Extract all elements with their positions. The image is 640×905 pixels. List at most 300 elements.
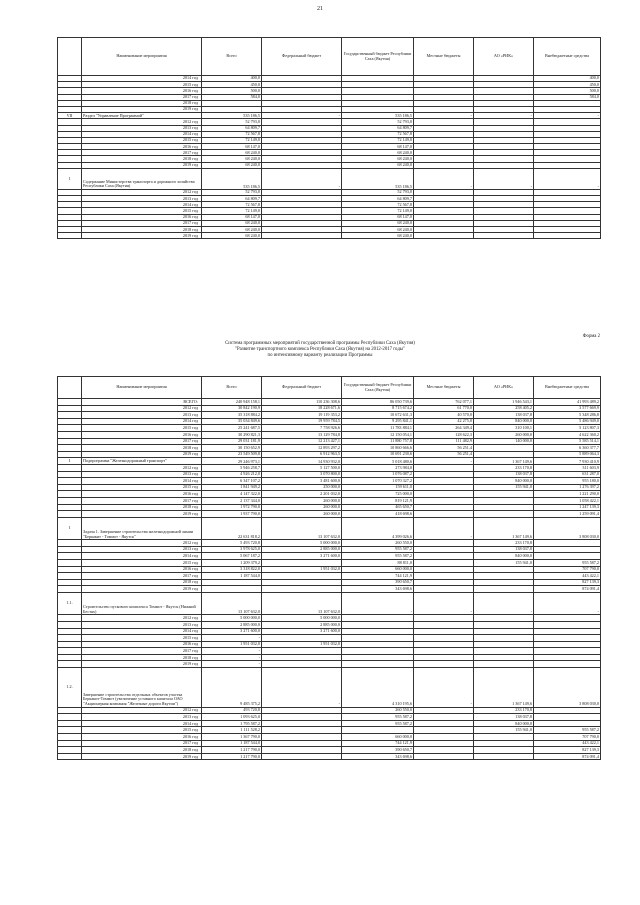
cell-value: 955 587,2 <box>342 720 414 727</box>
row-label: 2017 год <box>82 438 202 445</box>
row-label: 2018 год <box>82 654 202 661</box>
row-label: 2017 год <box>82 740 202 747</box>
row-number <box>58 546 82 553</box>
row-label: Раздел "Управление Программой" <box>82 113 202 119</box>
cell-value <box>414 720 474 727</box>
cell-value: 155 941,0 <box>474 559 534 566</box>
cell-value <box>414 233 474 239</box>
table-row <box>58 464 601 471</box>
cell-value: 11 783 884,1 <box>342 425 414 432</box>
table-row <box>58 497 601 504</box>
cell-value: 68 240,0 <box>342 233 414 239</box>
row-label: 2016 год <box>82 491 202 498</box>
row-label: 2016 год <box>82 641 202 648</box>
cell-value: 10 691 230,6 <box>342 451 414 458</box>
cell-value <box>342 727 414 734</box>
cell-value: 5 000 000,0 <box>262 615 342 622</box>
cell-value: 660 000,0 <box>342 566 414 573</box>
cell-value: 233 170,8 <box>474 540 534 547</box>
cell-value <box>534 635 601 642</box>
cell-value: 1 367 790,0 <box>202 734 262 741</box>
row-number <box>58 405 82 412</box>
row-number <box>58 471 82 478</box>
cell-value: 30 842 190,9 <box>202 405 262 412</box>
cell-value: 10 672 631,3 <box>342 412 414 419</box>
cell-value <box>414 615 474 622</box>
table-row <box>58 648 601 655</box>
table-row <box>58 484 601 491</box>
cell-value <box>202 579 262 586</box>
cell-value: 9 485 375,2 <box>202 668 262 708</box>
row-label: 2015 год <box>82 425 202 432</box>
table-row <box>58 621 601 628</box>
table-row <box>58 740 601 747</box>
cell-value: 240 948 158,1 <box>202 399 262 406</box>
row-label: 2018 год <box>82 156 202 162</box>
row-label: 2017 год <box>82 573 202 580</box>
cell-value <box>474 586 534 593</box>
row-label: 2019 год <box>82 511 202 518</box>
table-row <box>58 471 601 478</box>
cell-value: 1 795 587,2 <box>202 720 262 727</box>
cell-value: 819 121,9 <box>342 497 414 504</box>
row-number <box>58 478 82 485</box>
table-row <box>58 714 601 721</box>
column-header: Наименование мероприятия <box>82 38 202 76</box>
cell-value <box>414 707 474 714</box>
row-number <box>58 720 82 727</box>
table-row <box>58 546 601 553</box>
cell-value: 1 111 528,2 <box>202 727 262 734</box>
cell-value: 1 058 422,1 <box>534 497 601 504</box>
cell-value <box>534 641 601 648</box>
cell-value <box>262 579 342 586</box>
cell-value: 260 000,0 <box>474 431 534 438</box>
cell-value: 955 587,2 <box>342 714 414 721</box>
cell-value: - <box>534 113 601 119</box>
cell-value: 11 880 757,8 <box>342 438 414 445</box>
cell-value: 260 550,0 <box>342 707 414 714</box>
cell-value <box>414 648 474 655</box>
cell-value: 12 150 054,1 <box>342 431 414 438</box>
cell-value: 707 790,0 <box>534 566 601 573</box>
cell-value <box>534 615 601 622</box>
table-row <box>58 573 601 580</box>
cell-value <box>414 464 474 471</box>
table-row <box>58 511 601 518</box>
cell-value <box>262 714 342 721</box>
cell-value: 3 070 800,0 <box>262 471 342 478</box>
cell-value: 13 107 632,0 <box>262 592 342 614</box>
cell-value: 1 951 032,0 <box>262 641 342 648</box>
cell-value: 40 570,0 <box>414 412 474 419</box>
cell-value: - <box>474 113 534 119</box>
cell-value: 52 793,0 <box>202 119 262 125</box>
cell-value: 1 076 087,2 <box>342 471 414 478</box>
cell-value: 1 937 790,0 <box>202 511 262 518</box>
cell-value: 874 091,4 <box>534 586 601 593</box>
row-label: 2014 год <box>82 720 202 727</box>
cell-value: - <box>534 168 601 189</box>
table-row <box>58 553 601 560</box>
table-row <box>58 451 601 458</box>
cell-value <box>414 497 474 504</box>
cell-value: - <box>474 592 534 614</box>
row-label: 2017 год <box>82 220 202 226</box>
row-number <box>58 573 82 580</box>
row-label: 2013 год <box>82 471 202 478</box>
table-row <box>58 628 601 635</box>
row-number <box>58 484 82 491</box>
row-label: 2018 год <box>82 445 202 452</box>
cell-value: 744 121,9 <box>342 573 414 580</box>
cell-value <box>342 661 414 668</box>
row-label: 2014 год <box>82 418 202 425</box>
cell-value <box>474 451 534 458</box>
cell-value <box>474 566 534 573</box>
cell-value: 4 926 212,0 <box>202 471 262 478</box>
cell-value <box>262 233 342 239</box>
cell-value <box>262 661 342 668</box>
cell-value: 13 107 632,0 <box>262 517 342 539</box>
row-label: 2013 год <box>82 196 202 202</box>
cell-value <box>414 621 474 628</box>
table-row <box>58 168 601 189</box>
cell-value <box>262 734 342 741</box>
cell-value: 443 422,1 <box>534 740 601 747</box>
row-label: 2016 год <box>82 144 202 150</box>
cell-value: 955 587,2 <box>342 546 414 553</box>
table-row <box>58 586 601 593</box>
cell-value: 2 201 032,0 <box>262 491 342 498</box>
cell-value <box>414 511 474 518</box>
cell-value: 61 770,0 <box>414 405 474 412</box>
cell-value: 493 720,8 <box>202 707 262 714</box>
cell-value: 955 587,2 <box>534 727 601 734</box>
cell-value: 42 275,0 <box>414 418 474 425</box>
row-label: 2019 год <box>82 753 202 760</box>
cell-value: 1 367 149,6 <box>474 668 534 708</box>
cell-value <box>414 753 474 760</box>
cell-value: 450,0 <box>534 82 601 88</box>
cell-value: - <box>342 592 414 614</box>
row-number <box>58 540 82 547</box>
cell-value <box>262 586 342 593</box>
cell-value: 1 209 379,2 <box>202 559 262 566</box>
cell-value: 12 893 297,2 <box>262 445 342 452</box>
row-number <box>58 654 82 661</box>
row-label: 2017 год <box>82 150 202 156</box>
cell-value <box>474 491 534 498</box>
row-number <box>58 753 82 760</box>
column-header: Государственный бюджет Республики Саха (Якутия) <box>342 377 414 399</box>
cell-value: 64 809,7 <box>342 125 414 131</box>
table-upper-header <box>58 38 601 76</box>
cell-value: 4 622 360,2 <box>534 431 601 438</box>
cell-value: 68 240,0 <box>202 162 262 168</box>
cell-value <box>474 747 534 754</box>
row-label: 2012 год <box>82 119 202 125</box>
cell-value: 8 715 674,2 <box>342 405 414 412</box>
title-line-2: "Развитие транспортного комплекса Республики Саха (Якутия) на 2012-2017 годы" <box>235 346 405 352</box>
cell-value: 68 240,0 <box>342 227 414 233</box>
cell-value <box>262 707 342 714</box>
cell-value: - <box>202 661 262 668</box>
cell-value: 874 091,4 <box>534 753 601 760</box>
row-label: 2018 год <box>82 504 202 511</box>
table-row <box>58 654 601 661</box>
cell-value: 29 031 181,9 <box>202 438 262 445</box>
cell-value <box>534 714 601 721</box>
cell-value: 13 107 632,0 <box>202 592 262 614</box>
cell-value: 260 000,0 <box>262 497 342 504</box>
cell-value: 535 186,5 <box>202 168 262 189</box>
cell-value: 64 809,7 <box>342 196 414 202</box>
row-label: 2015 год <box>82 137 202 143</box>
cell-value: 68 240,0 <box>202 156 262 162</box>
cell-value <box>474 497 534 504</box>
row-number <box>58 464 82 471</box>
cell-value: 138 037,8 <box>474 471 534 478</box>
cell-value: - <box>202 648 262 655</box>
cell-value: - <box>262 113 342 119</box>
row-label: 2014 год <box>82 628 202 635</box>
row-label: 2013 год <box>82 714 202 721</box>
row-label: 2014 год <box>82 202 202 208</box>
row-label: 2015 год <box>82 635 202 642</box>
cell-value <box>414 740 474 747</box>
page-number: 21 <box>317 6 323 12</box>
cell-value: 1 217 790,0 <box>202 747 262 754</box>
cell-value: 86 050 739,6 <box>342 399 414 406</box>
row-label: 2013 год <box>82 621 202 628</box>
cell-value: 30 150 652,9 <box>202 445 262 452</box>
cell-value: 159 611,0 <box>342 484 414 491</box>
cell-value: 9 295 841,1 <box>342 418 414 425</box>
cell-value: 1 221 290,0 <box>534 491 601 498</box>
cell-value: 955 180,0 <box>534 478 601 485</box>
row-number <box>58 628 82 635</box>
column-header <box>58 377 82 399</box>
cell-value: 68 240,0 <box>342 150 414 156</box>
cell-value: 1 217 790,0 <box>202 753 262 760</box>
cell-value: 260 000,0 <box>262 504 342 511</box>
table-row <box>58 405 601 412</box>
cell-value: 840 000,0 <box>474 478 534 485</box>
cell-value <box>474 504 534 511</box>
cell-value: 840 000,0 <box>474 418 534 425</box>
title-line-3: по интенсивному варианту реализации Программы <box>267 352 373 358</box>
cell-value: 5 067 187,2 <box>202 553 262 560</box>
cell-value: 140 000,0 <box>474 438 534 445</box>
cell-value: 1 367 149,6 <box>474 517 534 539</box>
cell-value <box>474 740 534 747</box>
cell-value: 1 093 625,0 <box>202 714 262 721</box>
row-number <box>58 438 82 445</box>
cell-value <box>342 648 414 655</box>
table-row <box>58 615 601 622</box>
row-label: 2012 год <box>82 405 202 412</box>
row-label: 2012 год <box>82 464 202 471</box>
cell-value: 418 698,6 <box>342 511 414 518</box>
cell-value: 311 603,9 <box>534 464 601 471</box>
cell-value: 400,0 <box>202 76 262 82</box>
cell-value: 3 808 030,0 <box>534 517 601 539</box>
cell-value: 258 405,2 <box>474 405 534 412</box>
cell-value: 10 860 666,6 <box>342 445 414 452</box>
cell-value: 111 482,9 <box>414 438 474 445</box>
row-label: 2019 год <box>82 106 202 112</box>
table-row <box>58 458 601 465</box>
cell-value: 343 698,6 <box>342 586 414 593</box>
cell-value: 5 018 480,6 <box>342 458 414 465</box>
table-row <box>58 668 601 708</box>
table-row <box>58 540 601 547</box>
row-number: 1.1. <box>58 592 82 614</box>
cell-value <box>414 661 474 668</box>
cell-value <box>262 635 342 642</box>
cell-value <box>534 707 601 714</box>
cell-value: 660 000,0 <box>342 734 414 741</box>
row-label: 2019 год <box>82 661 202 668</box>
cell-value: 4 310 195,6 <box>342 668 414 708</box>
cell-value: - <box>534 592 601 614</box>
cell-value: 3 481 600,0 <box>262 478 342 485</box>
cell-value: 2 137 344,0 <box>202 497 262 504</box>
cell-value <box>534 661 601 668</box>
cell-value <box>342 635 414 642</box>
cell-value <box>474 641 534 648</box>
cell-value: 260 000,0 <box>262 511 342 518</box>
cell-value <box>474 753 534 760</box>
row-number <box>58 445 82 452</box>
table-row <box>58 566 601 573</box>
cell-value: 110 236 308,6 <box>262 399 342 406</box>
cell-value <box>414 559 474 566</box>
cell-value: 68 240,0 <box>342 220 414 226</box>
cell-value <box>474 445 534 452</box>
row-number <box>58 648 82 655</box>
cell-value: 35 318 884,2 <box>202 412 262 419</box>
row-label: 2017 год <box>82 497 202 504</box>
row-number <box>58 412 82 419</box>
cell-value <box>414 654 474 661</box>
cell-value: 955 587,2 <box>342 553 414 560</box>
cell-value <box>474 621 534 628</box>
cell-value: 23 549 509,8 <box>202 451 262 458</box>
cell-value <box>474 648 534 655</box>
cell-value <box>414 471 474 478</box>
cell-value <box>414 484 474 491</box>
cell-value: 68 240,0 <box>202 150 262 156</box>
column-header: Всего <box>202 377 262 399</box>
row-number <box>58 635 82 642</box>
cell-value: 827 139,3 <box>534 747 601 754</box>
table-row <box>58 233 601 239</box>
cell-value: 138 037,8 <box>474 546 534 553</box>
row-label: 2016 год <box>82 431 202 438</box>
row-label: 2017 год <box>82 94 202 100</box>
cell-value: 64 809,7 <box>202 125 262 131</box>
cell-value: 264 349,4 <box>414 425 474 432</box>
table-row <box>58 720 601 727</box>
cell-value: 138 037,8 <box>474 412 534 419</box>
cell-value <box>474 573 534 580</box>
cell-value: 250 000,0 <box>262 484 342 491</box>
cell-value: 52 793,0 <box>202 189 262 195</box>
row-number <box>58 727 82 734</box>
row-label: 2018 год <box>82 100 202 106</box>
cell-value <box>342 641 414 648</box>
row-label: 2012 год <box>82 707 202 714</box>
row-label: 2014 год <box>82 131 202 137</box>
row-label: 2012 год <box>82 540 202 547</box>
cell-value: 840 000,0 <box>474 553 534 560</box>
cell-value: 72 567,8 <box>202 131 262 137</box>
cell-value: - <box>202 635 262 642</box>
row-number <box>58 661 82 668</box>
row-number <box>58 747 82 754</box>
cell-value: 1 951 032,0 <box>202 641 262 648</box>
cell-value <box>262 559 342 566</box>
row-label: 2016 год <box>82 88 202 94</box>
cell-value: 68 240,0 <box>202 233 262 239</box>
table-row <box>58 478 601 485</box>
row-label: 2012 год <box>82 615 202 622</box>
row-number <box>58 740 82 747</box>
column-header: Местные бюджеты <box>414 377 474 399</box>
row-label: 2019 год <box>82 233 202 239</box>
cell-value: 5 486 949,0 <box>534 418 601 425</box>
row-label: 2018 год <box>82 747 202 754</box>
row-number <box>58 553 82 560</box>
row-number <box>58 559 82 566</box>
cell-value: 68 147,0 <box>342 144 414 150</box>
cell-value <box>534 233 601 239</box>
cell-value: 6 912 963,5 <box>262 451 342 458</box>
column-header: Всего <box>202 38 262 76</box>
cell-value: 2 885 000,0 <box>262 546 342 553</box>
cell-value: 5 493 720,8 <box>202 540 262 547</box>
column-header: Местные бюджеты <box>414 38 474 76</box>
cell-value: 18 228 671,6 <box>262 405 342 412</box>
cell-value: 72 567,8 <box>342 202 414 208</box>
cell-value: 400,0 <box>534 76 601 82</box>
cell-value: 68 147,0 <box>202 144 262 150</box>
cell-value: 725 000,0 <box>342 491 414 498</box>
row-number <box>58 511 82 518</box>
cell-value <box>414 586 474 593</box>
table-upper <box>57 37 601 239</box>
cell-value: - <box>202 654 262 661</box>
row-label: Завершение строительства отдельных объектов участка Беркакит-Томмот (увеличение уставного капитала ОАО "Акционерная компания "Железные дороги Якутии") <box>82 668 202 708</box>
cell-value: 68 147,0 <box>202 214 262 220</box>
cell-value: 762 077,1 <box>414 399 474 406</box>
cell-value <box>202 586 262 593</box>
cell-value <box>342 654 414 661</box>
row-label: 2019 год <box>82 451 202 458</box>
row-label: 2014 год <box>82 478 202 485</box>
row-label: ВСЕГО: <box>82 399 202 406</box>
row-number <box>58 621 82 628</box>
cell-value: 955 587,2 <box>534 559 601 566</box>
cell-value <box>414 635 474 642</box>
cell-value: 744 121,9 <box>342 740 414 747</box>
cell-value: - <box>262 668 342 708</box>
table-row <box>58 491 601 498</box>
cell-value <box>474 654 534 661</box>
cell-value: 5 889 064,3 <box>534 451 601 458</box>
